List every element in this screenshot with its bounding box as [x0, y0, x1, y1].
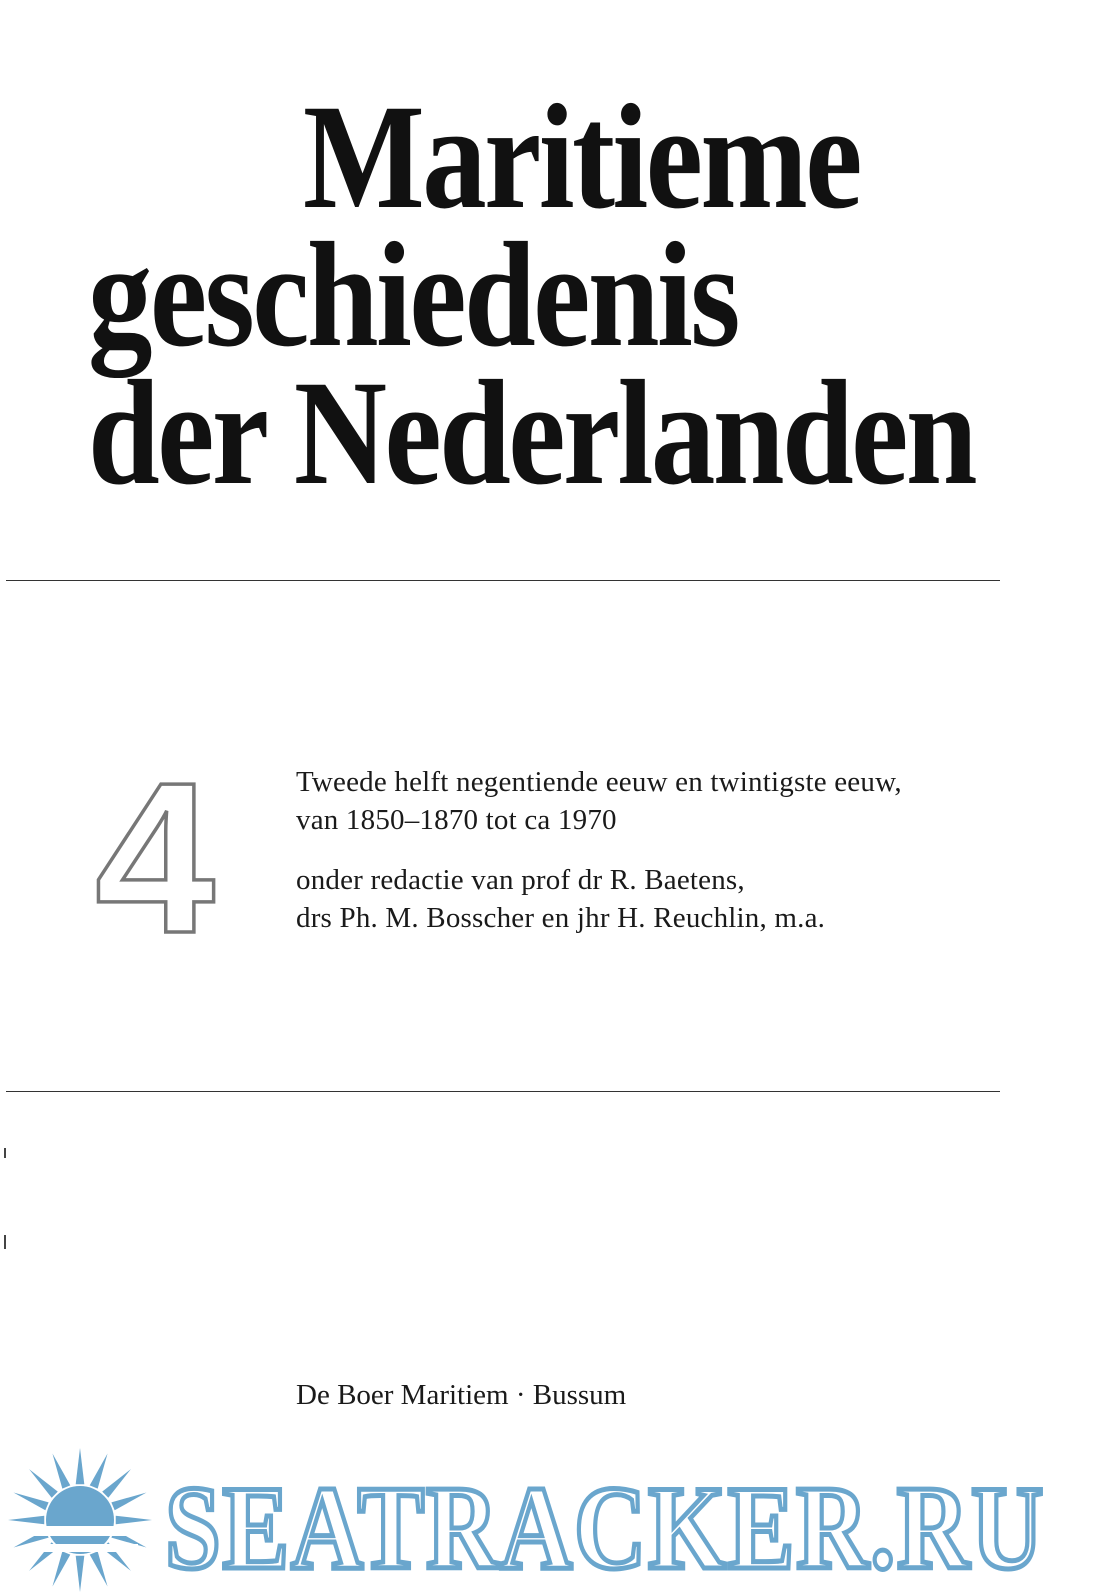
- title-line-2: geschiedenis: [88, 212, 738, 378]
- sun-ray: [29, 1469, 58, 1498]
- editors-line-2: drs Ph. M. Bosscher en jhr H. Reuchlin, m.a.: [296, 902, 826, 934]
- sun-ray: [8, 1516, 44, 1525]
- subtitle-line-1: Tweede helft negentiende eeuw en twintigste eeuw,: [296, 766, 902, 798]
- sun-ray: [116, 1516, 152, 1525]
- edge-mark: [4, 1148, 6, 1158]
- sun-ray: [90, 1453, 108, 1488]
- bottom-divider: [6, 1091, 1000, 1092]
- publisher: De Boer Maritiem · Bussum: [296, 1379, 627, 1411]
- sun-ray: [52, 1551, 70, 1586]
- book-title: [88, 74, 1119, 516]
- sun-ray: [90, 1551, 108, 1586]
- volume-number-glyph: 4: [95, 737, 215, 978]
- sun-ray: [13, 1492, 48, 1510]
- watermark-text: SEATRACKER.RU: [165, 1461, 1045, 1594]
- edge-mark: [4, 1235, 6, 1249]
- subtitle-line-2: van 1850–1870 tot ca 1970: [296, 804, 617, 836]
- title-line-3: der Nederlanden: [88, 350, 975, 516]
- editors-line-1: onder redactie van prof dr R. Baetens,: [296, 864, 745, 896]
- sun-ray: [76, 1448, 85, 1484]
- watermark: [0, 1440, 1080, 1594]
- sun-ray: [52, 1453, 70, 1488]
- sun-ray: [102, 1469, 131, 1498]
- sun-ray: [111, 1492, 146, 1510]
- subtitle-block: [296, 763, 902, 937]
- top-divider: [6, 580, 1000, 581]
- volume-number: [88, 737, 223, 978]
- sun-ray: [76, 1556, 85, 1592]
- sun-icon: [8, 1448, 152, 1592]
- title-line-1: Maritieme: [303, 74, 860, 240]
